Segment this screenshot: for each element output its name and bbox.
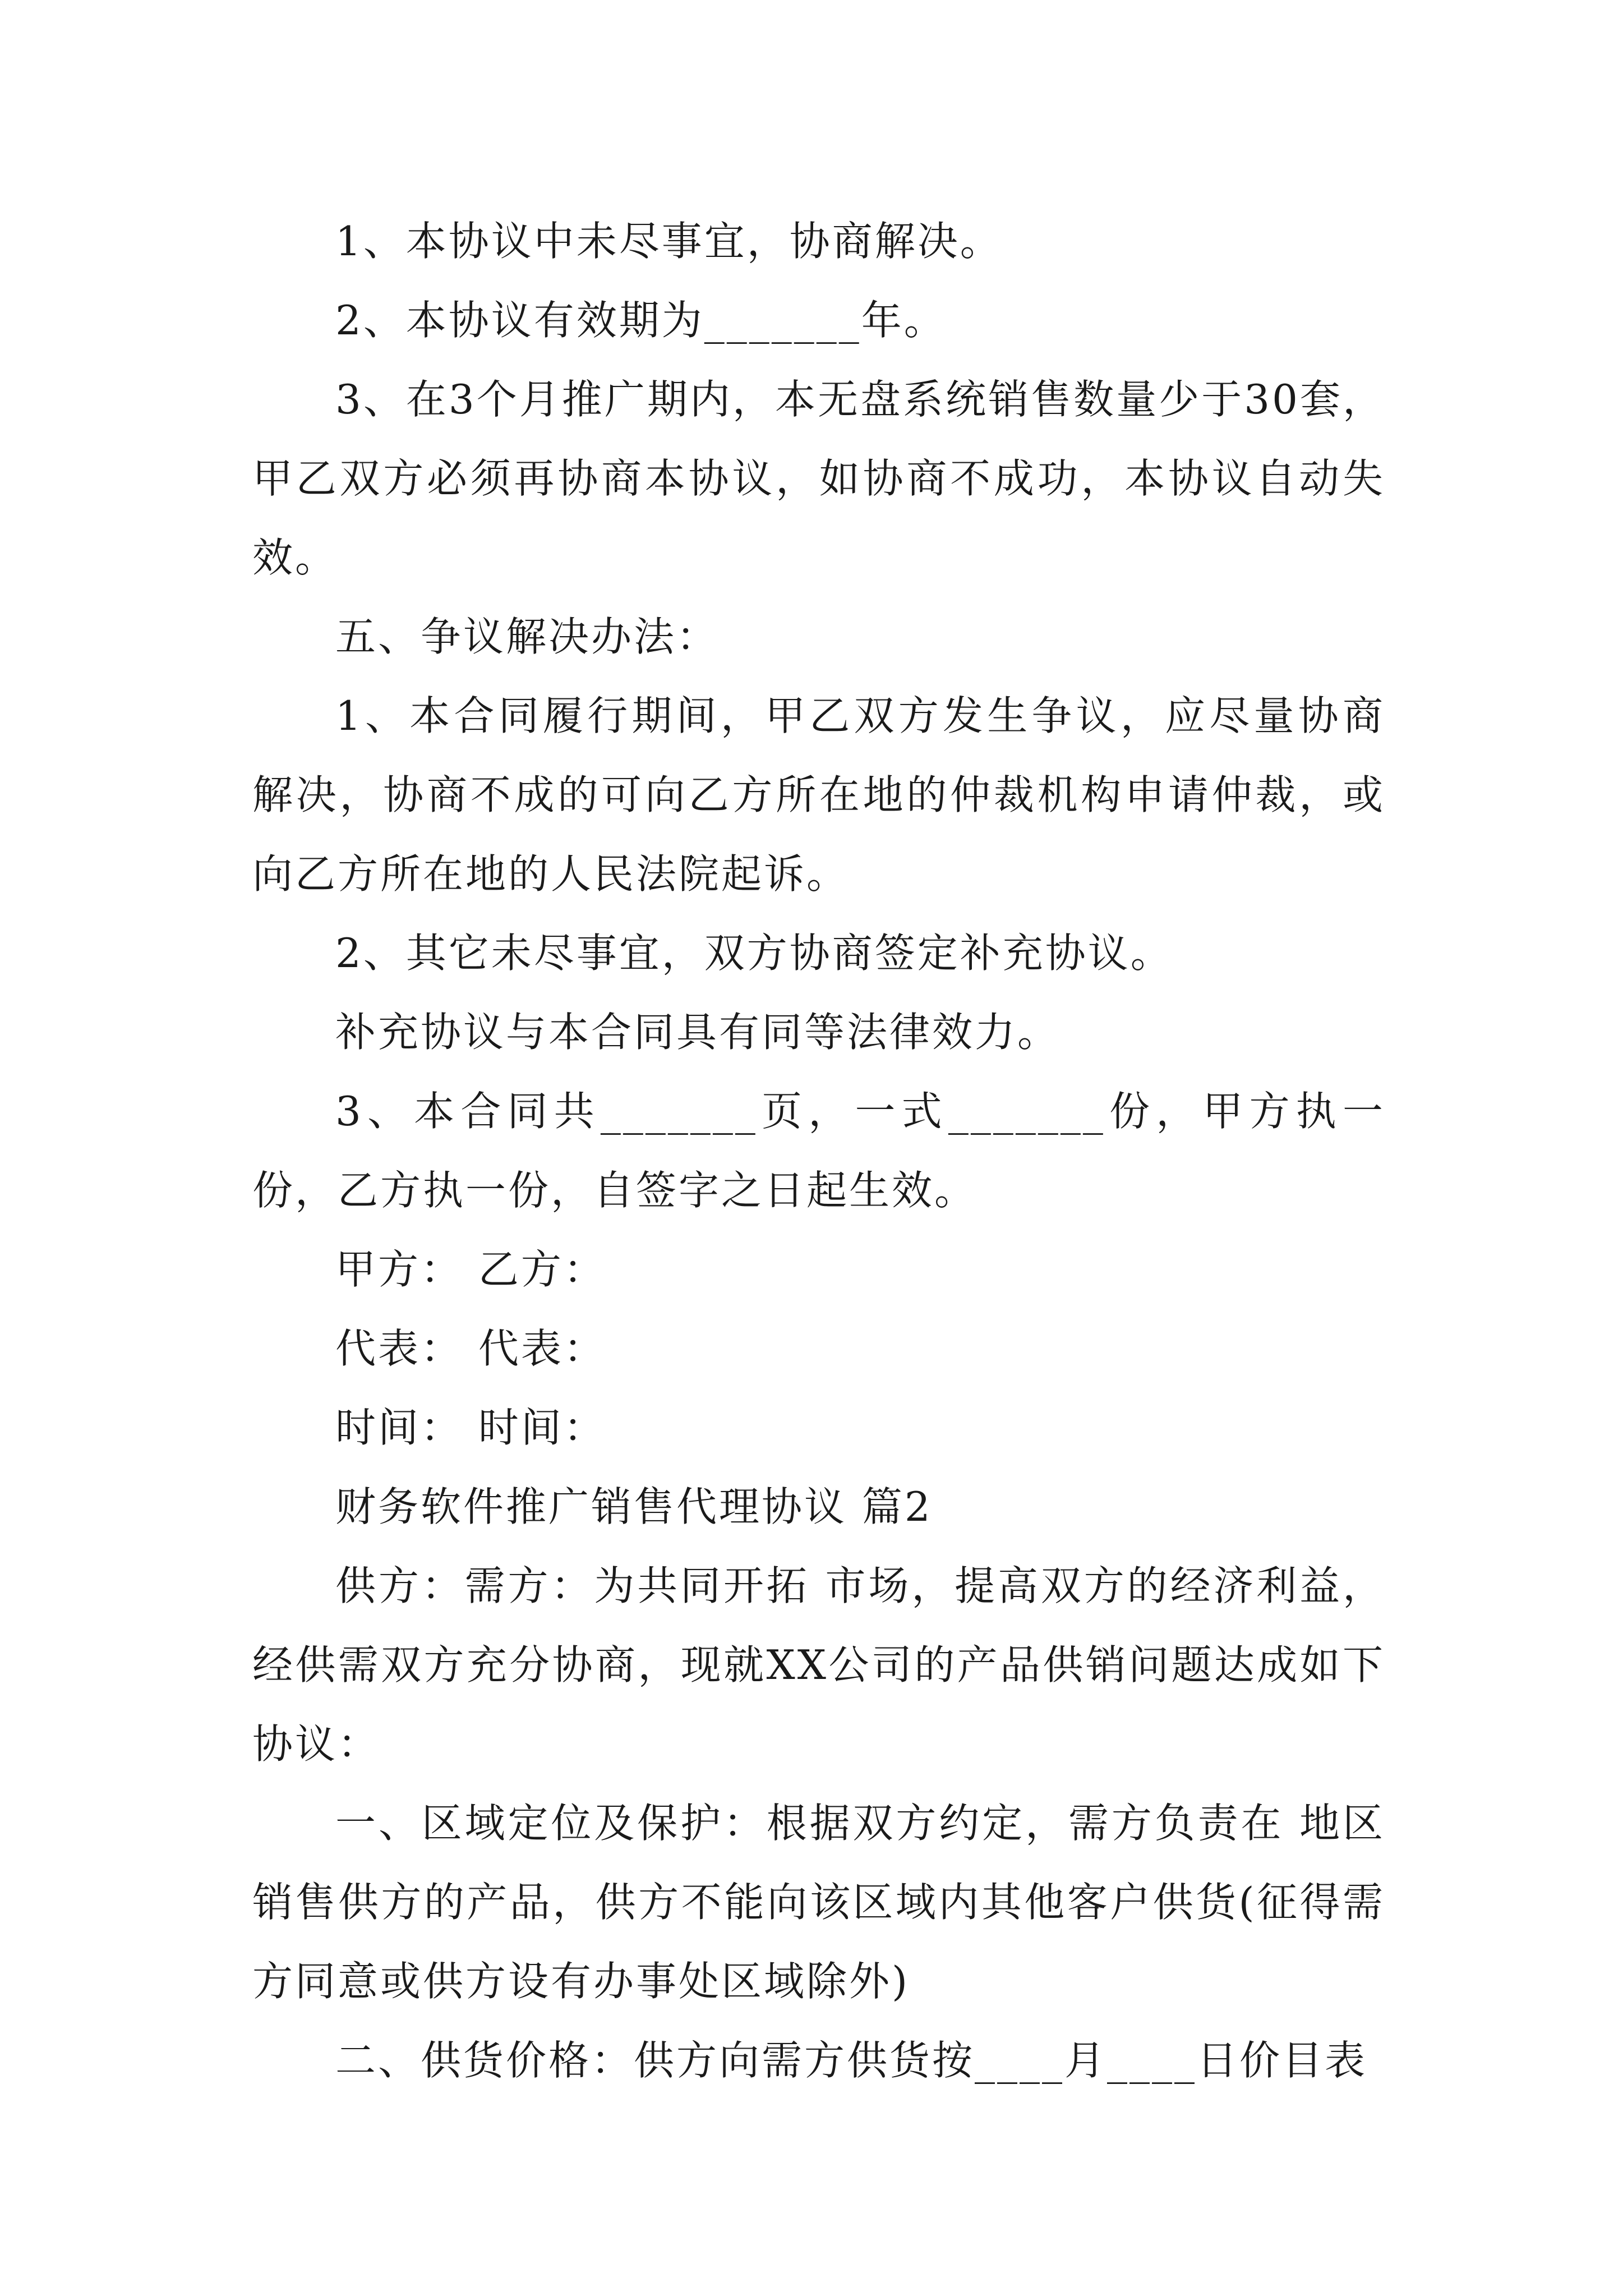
paragraph-clause-2: 2、本协议有效期为_______年。: [335, 297, 947, 344]
paragraph-dispute-2: 2、其它未尽事宜，双方协商签定补充协议。: [335, 930, 1173, 977]
signature-date-line: 时间： 时间：: [335, 1404, 606, 1451]
signature-representative-line: 代表： 代表：: [335, 1325, 606, 1372]
agreement-title: 财务软件推广销售代理协议 篇2: [335, 1483, 933, 1530]
paragraph-region: 一、区域定位及保护：根据双方约定，需方负责在 地区销售供方的产品，供方不能向该区域内其他客户供货(征得需方同意或供方设有办事处区域除外): [252, 1800, 1385, 2005]
signature-party-line: 甲方： 乙方：: [335, 1246, 606, 1293]
section-heading-dispute: 五、争议解决办法：: [335, 613, 720, 660]
paragraph-clause-1: 1、本协议中未尽事宜，协商解决。: [335, 218, 1003, 265]
paragraph-dispute-1: 1、本合同履行期间，甲乙双方发生争议，应尽量协商解决，协商不成的可向乙方所在地的仲裁机构申请仲裁，或向乙方所在地的人民法院起诉。: [252, 692, 1385, 898]
paragraph-parties-intro: 供方：需方：为共同开拓 市场，提高双方的经济利益，经供需双方充分协商，现就XX公司的产品供销问题达成如下协议：: [252, 1562, 1385, 1768]
paragraph-price: 二、供货价格：供方向需方供货按____月____日价目表: [335, 2037, 1368, 2084]
paragraph-clause-3: 3、在3个月推广期内，本无盘系统销售数量少于30套，甲乙双方必须再协商本协议，如协商不成功，本协议自动失效。: [252, 376, 1385, 581]
document-body: [252, 202, 1385, 2100]
paragraph-supplement: 补充协议与本合同具有同等法律效力。: [335, 1009, 1061, 1056]
paragraph-dispute-3: 3、本合同共_______页，一式_______份，甲方执一份，乙方执一份，自签字之日起生效。: [252, 1088, 1385, 1214]
